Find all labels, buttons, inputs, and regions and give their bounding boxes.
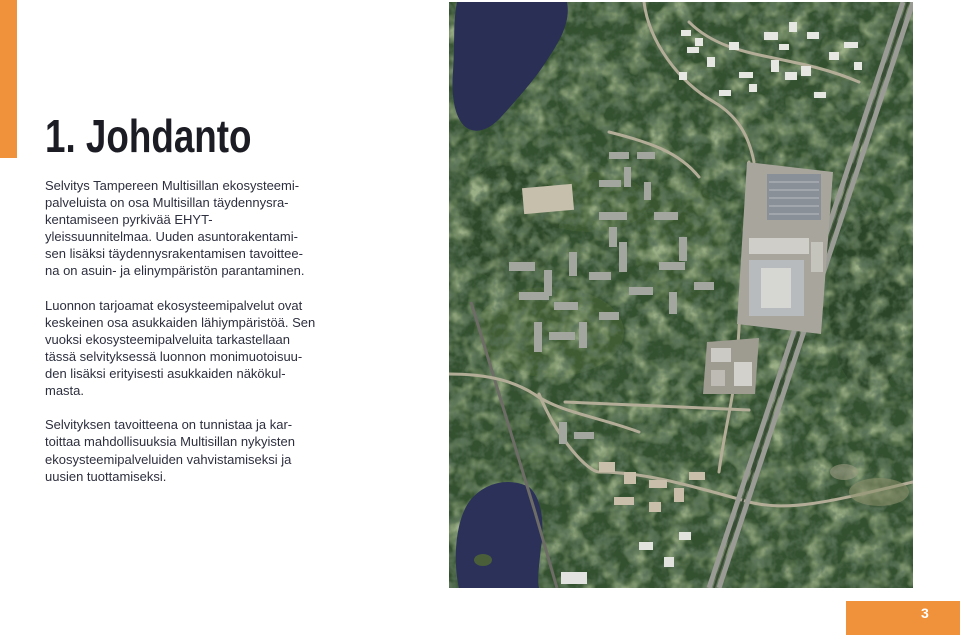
page-number: 3 [921, 605, 929, 621]
text-line: ekosysteemipalveluiden vahvistamiseksi ja [45, 451, 292, 467]
text-line: masta. [45, 383, 85, 399]
text-line: toittaa mahdollisuuksia Multisillan nykyisten [45, 434, 296, 450]
text-line: kentamiseen pyrkivää EHYT- [45, 212, 213, 228]
island [474, 554, 492, 566]
aerial-photo [449, 2, 913, 588]
paragraph-2 [45, 297, 345, 400]
body-text [45, 177, 345, 502]
text-line: tässä selvityksessä luonnon monimuotoisuu- [45, 348, 303, 364]
text-line: Selvitys Tampereen Multisillan ekosysteemi- [45, 178, 300, 193]
page-title: 1. Johdanto [45, 110, 252, 162]
page-number-box [846, 601, 960, 635]
text-line: na on asuin- ja elinympäristön parantaminen. [45, 263, 305, 279]
text-line: uusien tuottamiseksi. [45, 468, 167, 484]
paragraph-3 [45, 416, 345, 484]
text-line: yleissuunnitelmaa. Uuden asuntorakentami- [45, 229, 298, 245]
text-line: den lisäksi erityisesti asukkaiden näkökul- [45, 366, 286, 382]
paragraph-1 [45, 177, 345, 280]
accent-bar [0, 0, 17, 158]
text-line: vuoksi ekosysteemipalveluita tarkastellaan [45, 331, 290, 347]
sports-field [522, 184, 574, 214]
text-line: Luonnon tarjoamat ekosysteemipalvelut ovat [45, 297, 303, 313]
text-line: keskeinen osa asukkaiden lähiympäristöä. Sen [45, 314, 316, 330]
text-line: palveluista on osa Multisillan täydennysra- [45, 195, 289, 211]
text-line: Selvityksen tavoitteena on tunnistaa ja kar- [45, 417, 293, 433]
text-line: sen lisäksi täydennysrakentamisen tavoittee- [45, 246, 303, 262]
